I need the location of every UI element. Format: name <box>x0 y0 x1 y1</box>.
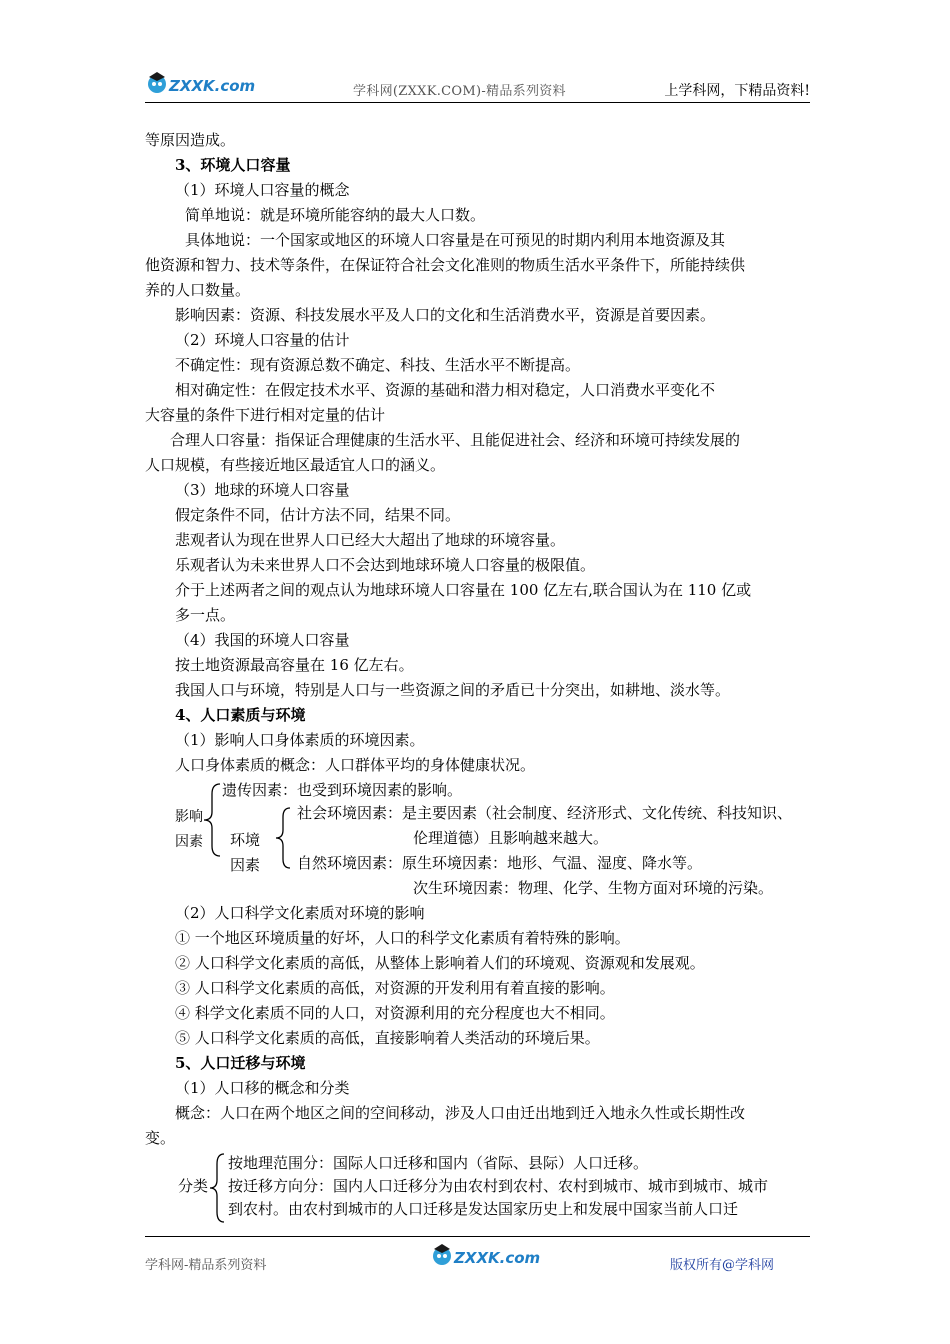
footer-logo-text: ZXXK.com <box>454 1249 540 1267</box>
brace-icon <box>206 1150 228 1226</box>
logo-text: ZXXK.com <box>169 77 255 95</box>
text-line: 不确定性：现有资源总数不确定、科技、生活水平不断提高。 <box>175 356 581 374</box>
tree-secondary-factor: 次生环境因素：物理、化学、生物方面对环境的污染。 <box>413 879 774 897</box>
text-line: 他资源和智力、技术等条件，在保证符合社会文化准则的物质生活水平条件下，所能持续供 <box>145 256 746 274</box>
tree-genetic-factor: 遗传因素：也受到环境因素的影响。 <box>222 781 463 799</box>
text-line: 乐观者认为未来世界人口不会达到地球环境人口容量的极限值。 <box>175 556 596 574</box>
text-line: 简单地说：就是环境所能容纳的最大人口数。 <box>185 206 486 224</box>
tree-social-factor-cont: 伦理道德）且影响越来越大。 <box>413 829 609 847</box>
subheading: （1）影响人口身体素质的环境因素。 <box>175 731 425 749</box>
subheading: （1）环境人口容量的概念 <box>175 181 350 199</box>
list-item: ④ 科学文化素质不同的人口，对资源利用的充分程度也大不相同。 <box>175 1004 615 1022</box>
migration-class-label: 分类 <box>178 1177 209 1195</box>
migration-geo-class: 按地理范围分：国际人口迁移和国内（省际、县际）人口迁移。 <box>228 1154 649 1172</box>
tree-label-yingxiang: 影响 <box>175 809 203 825</box>
tree-label-yinsu: 因素 <box>175 834 203 850</box>
tree-label-yinsu2: 因素 <box>230 856 261 874</box>
section-heading-4: 4、人口素质与环境 <box>175 706 306 724</box>
brace-icon <box>272 805 294 871</box>
tree-label-huanjing: 环境 <box>230 831 261 849</box>
header-site-title: 学科网(ZXXK.COM)-精品系列资料 <box>353 84 566 99</box>
list-item: ③ 人口科学文化素质的高低，对资源的开发利用有着直接的影响。 <box>175 979 615 997</box>
footer-divider <box>145 1236 810 1237</box>
text-line: 相对确定性：在假定技术水平、资源的基础和潜力相对稳定，人口消费水平变化不 <box>175 381 716 399</box>
list-item: ① 一个地区环境质量的好坏，人口的科学文化素质有着特殊的影响。 <box>175 929 630 947</box>
list-item: ⑤ 人口科学文化素质的高低，直接影响着人类活动的环境后果。 <box>175 1029 600 1047</box>
header-slogan: 上学科网，下精品资料! <box>664 83 810 99</box>
text-line: 介于上述两者之间的观点认为地球环境人口容量在 100 亿左右,联合国认为在 110 亿或 <box>175 581 752 599</box>
migration-direction-class: 按迁移方向分：国内人口迁移分为由农村到农村、农村到城市、城市到城市、城市 <box>228 1177 769 1195</box>
section-heading-3: 3、环境人口容量 <box>175 156 291 174</box>
subheading: （3）地球的环境人口容量 <box>175 481 350 499</box>
subheading: （2）人口科学文化素质对环境的影响 <box>175 904 425 922</box>
section-heading-5: 5、人口迁移与环境 <box>175 1054 306 1072</box>
text-line: 变。 <box>145 1129 176 1147</box>
subheading: （4）我国的环境人口容量 <box>175 631 350 649</box>
text-line: 概念：人口在两个地区之间的空间移动，涉及人口由迁出地到迁入地永久性或长期性改 <box>175 1104 746 1122</box>
text-line: 影响因素：资源、科技发展水平及人口的文化和生活消费水平，资源是首要因素。 <box>175 306 716 324</box>
text-line: 具体地说：一个国家或地区的环境人口容量是在可预见的时期内利用本地资源及其 <box>185 231 726 249</box>
text-line: 我国人口与环境，特别是人口与一些资源之间的矛盾已十分突出，如耕地、淡水等。 <box>175 681 731 699</box>
text-line: 人口身体素质的概念：人口群体平均的身体健康状况。 <box>175 756 536 774</box>
tree-social-factor: 社会环境因素：是主要因素（社会制度、经济形式、文化传统、科技知识、 <box>297 804 793 822</box>
header-divider <box>145 102 810 103</box>
text-line: 多一点。 <box>175 606 236 624</box>
migration-direction-class-cont: 到农村。由农村到城市的人口迁移是发达国家历史上和发展中国家当前人口迁 <box>228 1200 739 1218</box>
subheading: （2）环境人口容量的估计 <box>175 331 350 349</box>
text-line: 按土地资源最高容量在 16 亿左右。 <box>175 656 414 674</box>
brace-icon <box>200 780 224 860</box>
footer-copyright: 版权所有@学科网 <box>670 1258 775 1273</box>
page-header <box>145 68 810 102</box>
text-line: 人口规模，有些接近地区最适宜人口的涵义。 <box>145 456 446 474</box>
text-line: 等原因造成。 <box>145 131 236 149</box>
zxxk-logo-icon <box>145 68 255 98</box>
zxxk-footer-logo-icon <box>430 1240 540 1270</box>
text-line: 养的人口数量。 <box>145 281 251 299</box>
list-item: ② 人口科学文化素质的高低，从整体上影响着人们的环境观、资源观和发展观。 <box>175 954 705 972</box>
text-line: 大容量的条件下进行相对定量的估计 <box>145 406 386 424</box>
subheading: （1）人口移的概念和分类 <box>175 1079 350 1097</box>
footer-site-label: 学科网-精品系列资料 <box>145 1258 267 1273</box>
text-line: 假定条件不同，估计方法不同，结果不同。 <box>175 506 461 524</box>
text-line: 合理人口容量：指保证合理健康的生活水平、且能促进社会、经济和环境可持续发展的 <box>170 431 741 449</box>
text-line: 悲观者认为现在世界人口已经大大超出了地球的环境容量。 <box>175 531 566 549</box>
tree-natural-factor: 自然环境因素：原生环境因素：地形、气温、湿度、降水等。 <box>297 854 703 872</box>
